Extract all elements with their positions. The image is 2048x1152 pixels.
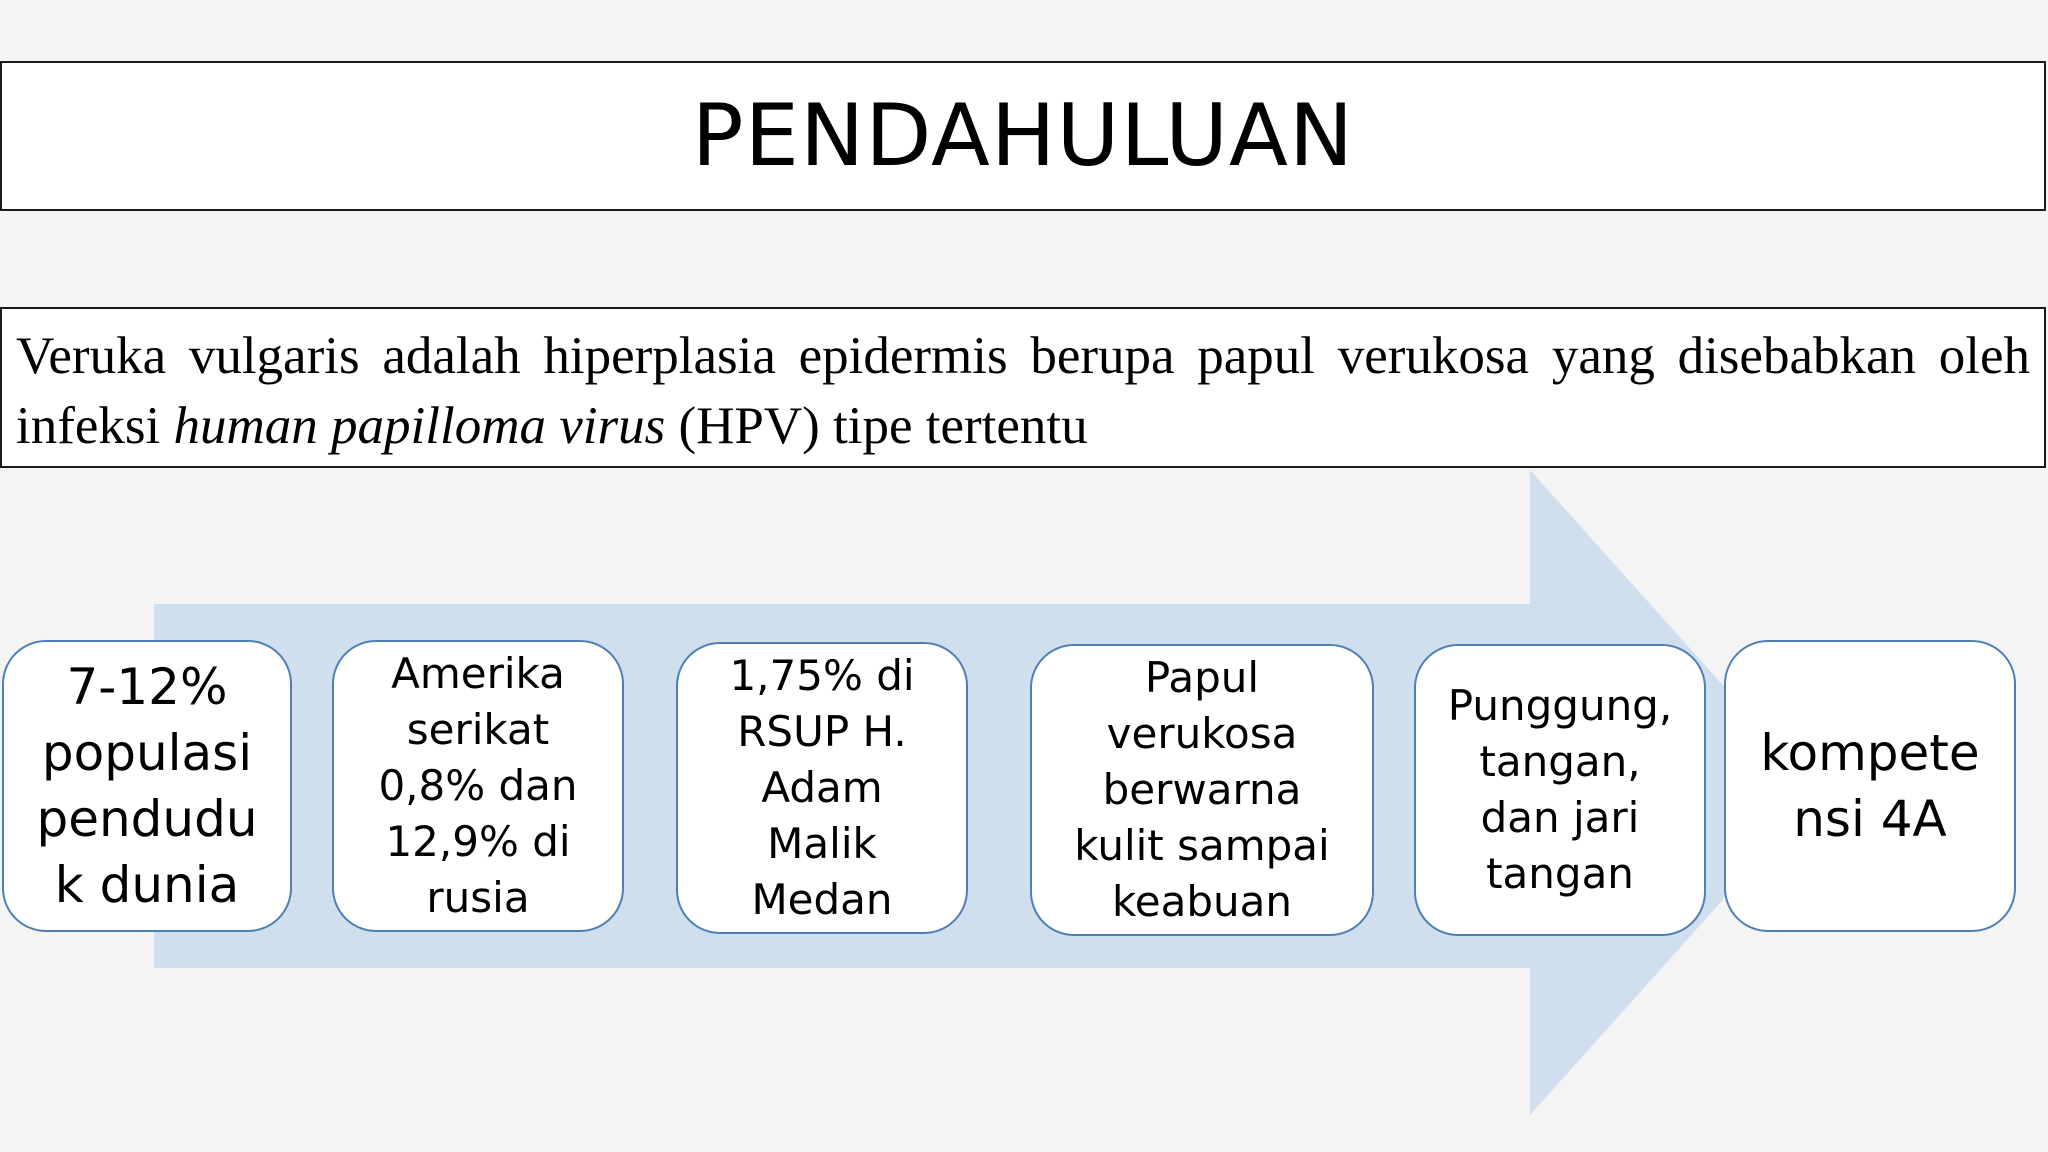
card-papule-description [1030,644,1374,936]
definition-text-italic: human papilloma virus [173,397,666,455]
card-location-text: Punggung, tangan, dan jari tangan [1447,681,1673,898]
card-population [2,640,292,932]
card-population-text: 7-12% populasi pendudu k dunia [36,658,258,914]
card-papule-description-text: Papul verukosa berwarna kulit sampai keabuan [1074,653,1330,926]
definition-box [0,307,2046,468]
definition-text-end: (HPV) tipe tertentu [665,397,1088,455]
card-competency [1724,640,2016,932]
definition-text-start: Veruka vulgaris adalah hiperplasia epidermis berupa papul verukosa yang disebabkan oleh infeksi [16,327,2030,455]
card-location [1414,644,1706,936]
title-box [0,61,2046,211]
card-usa-russia-text: Amerika serikat 0,8% dan 12,9% di rusia [378,649,578,922]
card-rsup-medan [676,642,968,934]
card-rsup-medan-text: 1,75% di RSUP H. Adam Malik Medan [729,651,915,924]
card-competency-text: kompete nsi 4A [1760,724,1980,848]
card-usa-russia [332,640,624,932]
slide-title: PENDAHULUAN [691,86,1355,186]
